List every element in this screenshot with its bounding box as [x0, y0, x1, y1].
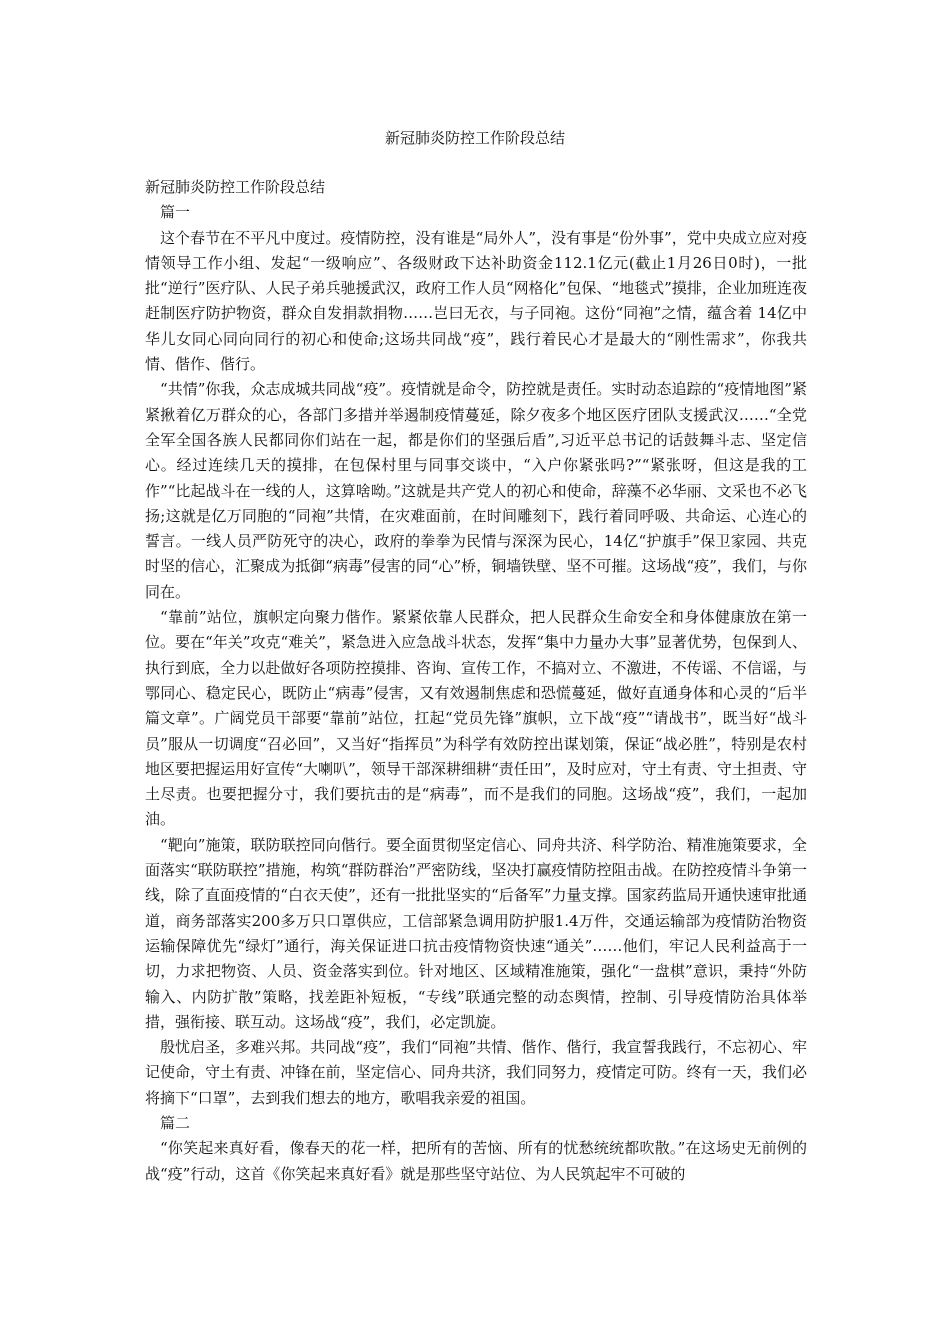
document-subtitle: 新冠肺炎防控工作阶段总结 — [145, 178, 326, 196]
document-body — [145, 175, 807, 1187]
paragraph: “靠前”站位，旗帜定向聚力偕作。紧紧依靠人民群众，把人民群众生命安全和身体健康放在第一位。要在“年关”攻克“难关”，紧急进入应急战斗状态，发挥“集中力量办大事”显著优势，包保到人、执行到底，全力以赴做好各项防控摸排、咨询、宣传工作，不搞对立、不激进，不传谣、不信谣，与鄂同心、稳定民心，既防止“病毒”侵害，又有效遏制焦虑和恐慌蔓延，做好直通身体和心灵的“后半篇文章”。广阔党员干部要“靠前”站位，扛起“党员先锋”旗帜，立下战“疫”“请战书”，既当好“战斗员”服从一切调度“召必回”，又当好“指挥员”为科学有效防控出谋划策，保证“战必胜”，特别是农村地区要把握运用好宣传“大喇叭”，领导干部深耕细耕“责任田”，及时应对，守土有责、守土担责、守土尽责。也要把握分寸，我们要抗击的是“病毒”，而不是我们的同胞。这场战“疫”，我们，一起加油。 — [145, 608, 807, 829]
paragraph: “共情”你我，众志成城共同战“疫”。疫情就是命令，防控就是责任。实时动态追踪的“疫情地图”紧紧揪着亿万群众的心，各部门多措并举遏制疫情蔓延，除夕夜多个地区医疗团队支援武汉……“全党全军全国各族人民都同你们站在一起，都是你们的坚强后盾”,习近平总书记的话鼓舞斗志、坚定信心。经过连续几天的摸排，在包保村里与同事交谈中，“入户你紧张吗?”“紧张呀，但这是我的工作”“比起战斗在一线的人，这算啥呦。”这就是共产党人的初心和使命，辞藻不必华丽、文采也不必飞扬;这就是亿万同胞的“同袍”共情，在灾难面前，在时间雕刻下，践行着同呼吸、共命运、心连心的誓言。一线人员严防死守的决心，政府的拳拳为民情与深深为民心，14亿“护旗手”保卫家园、共克时坚的信心，汇聚成为抵御“病毒”侵害的同“心”桥，铜墙铁壁、坚不可摧。这场战“疫”，我们，与你同在。 — [145, 380, 807, 601]
document-title: 新冠肺炎防控工作阶段总结 — [384, 129, 565, 147]
section-heading-2: 篇二 — [160, 1113, 191, 1132]
paragraph: “靶向”施策，联防联控同向偕行。要全面贯彻坚定信心、同舟共济、科学防治、精准施策要求，全面落实“联防联控”措施，构筑“群防群治”严密防线，坚决打赢疫情防控阻击战。在防控疫情斗争第一线，除了直面疫情的“白衣天使”，还有一批批坚实的“后备军”力量支撑。国家药监局开通快速审批通道，商务部落实200多万只口罩供应，工信部紧急调用防护服1.4万件，交通运输部为疫情防治物资运输保障优先“绿灯”通行，海关保证进口抗击疫情物资快速“通关”……他们，牢记人民利益高于一切，力求把物资、人员、资金落实到位。针对地区、区域精准施策，强化“一盘棋”意识，秉持“外防输入、内防扩散”策略，找差距补短板，“专线”联通完整的动态舆情，控制、引导疫情防治具体举措，强衔接、联互动。这场战“疫”，我们，必定凯旋。 — [145, 835, 807, 1031]
section-heading-1: 篇一 — [160, 203, 191, 222]
paragraph: “你笑起来真好看，像春天的花一样，把所有的苦恼、所有的忧愁统统都吹散。”在这场史无前例的战“疫”行动，这首《你笑起来真好看》就是那些坚守站位、为人民筑起牢不可破的 — [145, 1139, 807, 1183]
paragraph: 殷忧启圣，多难兴邦。共同战“疫”，我们“同袍”共情、偕作、偕行，我宣誓我践行，不忘初心、牢记使命，守土有责、冲锋在前，坚定信心、同舟共济，我们同努力，疫情定可防。终有一天，我们必将摘下“口罩”，去到我们想去的地方，歌唱我亲爱的祖国。 — [145, 1038, 807, 1107]
paragraph: 这个春节在不平凡中度过。疫情防控，没有谁是“局外人”，没有事是“份外事”，党中央成立应对疫情领导工作小组、发起“一级响应”、各级财政下达补助资金112.1亿元(截止1月26日0时)，一批批“逆行”医疗队、人民子弟兵驰援武汉，政府工作人员“网格化”包保、“地毯式”摸排，企业加班连夜赶制医疗防护物资，群众自发捐款捐物……岂曰无衣，与子同袍。这份“同袍”之情，蕴含着 14亿中华儿女同心同向同行的初心和使命;这场共同战“疫”，践行着民心才是最大的“刚性需求”，你我共情、偕作、偕行。 — [145, 228, 807, 374]
